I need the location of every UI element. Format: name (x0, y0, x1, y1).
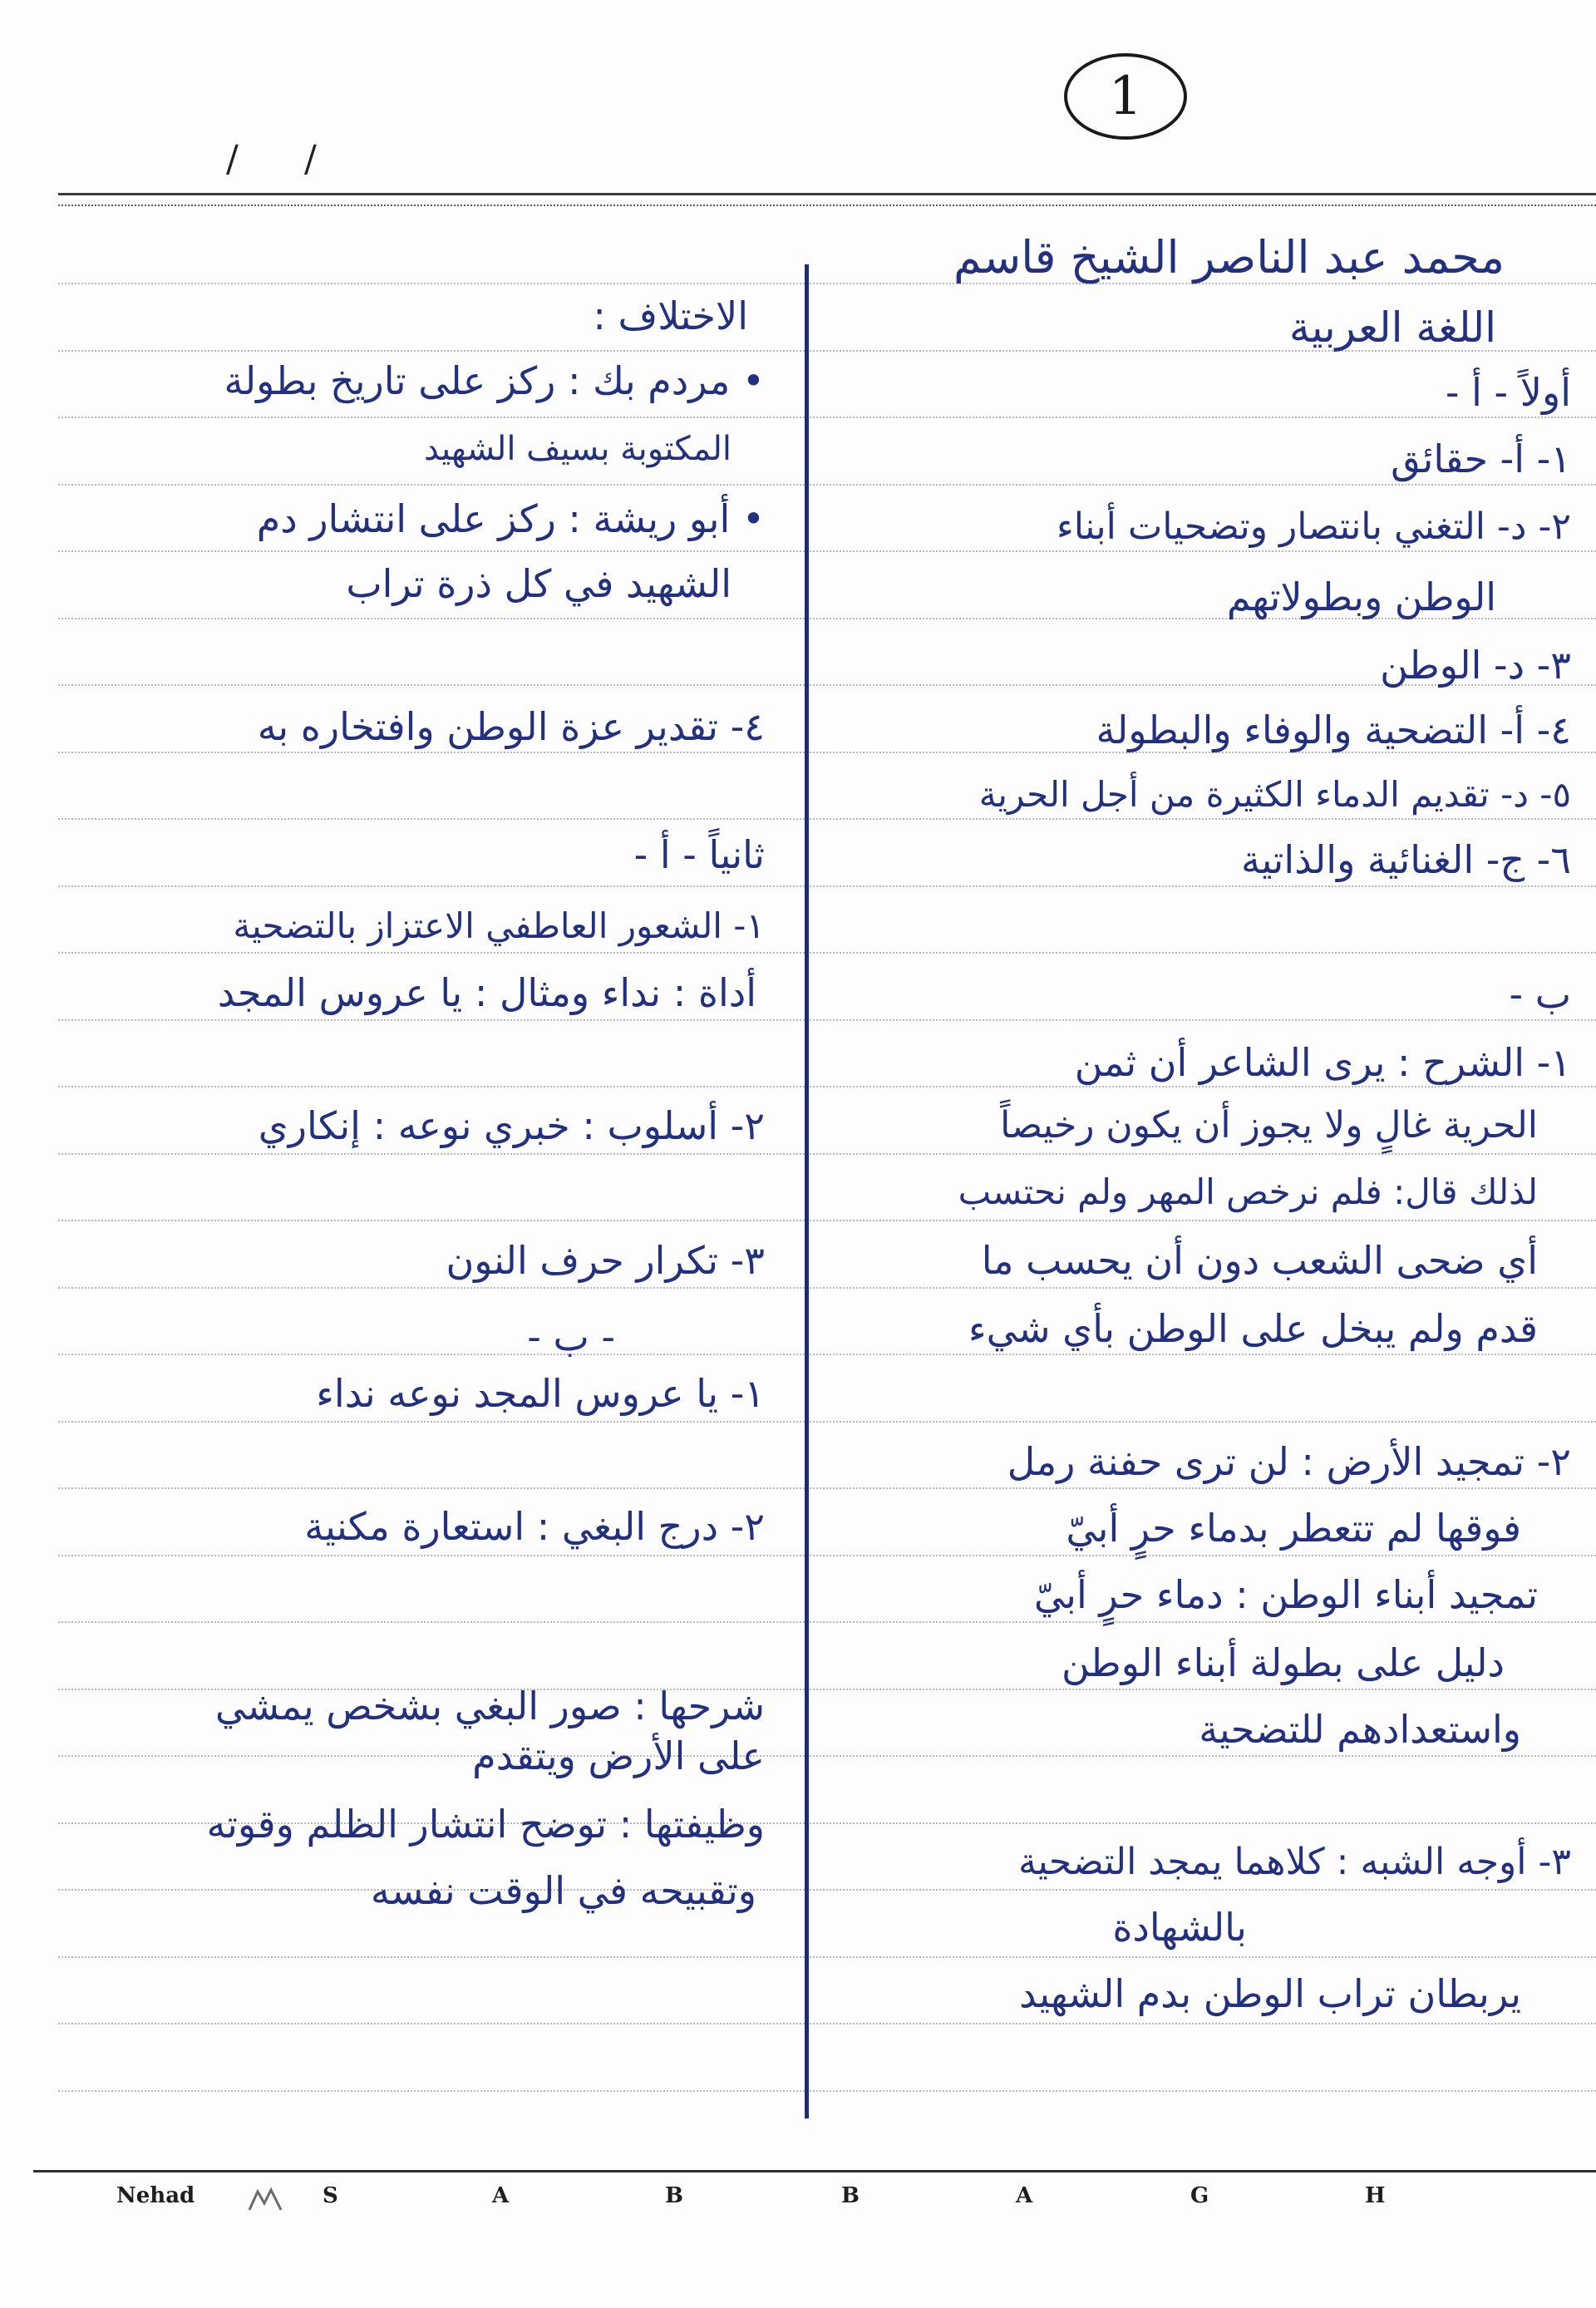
answer-line: شرحها : صور البغي بشخص يمشي (214, 1684, 765, 1729)
ruled-line (58, 2090, 1596, 2092)
brand-logo-icon (248, 2187, 283, 2212)
answer-line: • مردم بك : ركز على تاريخ بطولة (224, 358, 765, 403)
page-number: 1 (1108, 66, 1143, 127)
footer-rule (33, 2170, 1596, 2172)
ruled-line (58, 1621, 1596, 1623)
answer-line: واستعدادهم للتضحية (1199, 1707, 1521, 1752)
footer-letter: B (665, 2183, 683, 2208)
student-name: محمد عبد الناصر الشيخ قاسم (953, 231, 1505, 284)
answer-line: • أبو ريشة : ركز على انتشار دم (256, 496, 765, 541)
page-number-circle (1064, 53, 1187, 140)
answer-line: ١- الشرح : يرى الشاعر أن ثمن (1074, 1040, 1571, 1085)
answer-line: ٢- درج البغي : استعارة مكنية (304, 1504, 765, 1549)
answer-line: يربطان تراب الوطن بدم الشهيد (1019, 1971, 1521, 2016)
answer-line: ٤- أ- التضحية والوفاء والبطولة (1096, 708, 1571, 752)
ruled-line (58, 550, 1596, 552)
answer-line: الحرية غالٍ ولا يجوز أن يكون رخيصاً (1000, 1104, 1538, 1147)
ruled-line (58, 1956, 1596, 1958)
answer-line: ٥- د- تقديم الدماء الكثيرة من أجل الحرية (978, 774, 1571, 815)
footer-letter: G (1190, 2183, 1209, 2208)
answer-line: تمجيد أبناء الوطن : دماء حرٍ أبيّ (1033, 1572, 1538, 1617)
date-mark: / (226, 138, 239, 180)
answer-line: دليل على بطولة أبناء الوطن (1062, 1640, 1505, 1685)
footer-letter: H (1365, 2183, 1386, 2208)
footer-letter: B (841, 2183, 860, 2208)
ruled-line (58, 818, 1596, 820)
ruled-line (58, 1487, 1596, 1489)
date-mark: / (304, 138, 317, 180)
ruled-line (58, 2023, 1596, 2024)
answer-line: وظيفتها : توضح انتشار الظلم وقوته (206, 1802, 765, 1847)
answer-line: قدم ولم يبخل على الوطن بأي شيء (968, 1306, 1538, 1351)
ruled-line (58, 684, 1596, 686)
answer-line: أداة : نداء ومثال : يا عروس المجد (217, 970, 756, 1015)
footer-brand: Nehad (116, 2183, 195, 2208)
ruled-line (58, 417, 1596, 418)
section-heading: الاختلاف : (593, 293, 748, 338)
ruled-line (58, 1220, 1596, 1221)
ruled-line (58, 1153, 1596, 1155)
ruled-line (58, 1555, 1596, 1556)
section-heading: ب - (1509, 972, 1571, 1017)
header-rule (58, 193, 1596, 195)
footer-letter: A (492, 2183, 510, 2208)
answer-line: المكتوبة بسيف الشهيد (423, 430, 732, 468)
section-heading: ثانياً - أ - (633, 832, 765, 877)
section-heading: أولاً - أ - (1445, 370, 1571, 415)
ruled-line (58, 1755, 1596, 1757)
ruled-line (58, 1287, 1596, 1289)
answer-line: الوطن وبطولاتهم (1226, 575, 1496, 619)
answer-line: وتقبيحه في الوقت نفسه (370, 1868, 756, 1913)
footer-letter: A (1016, 2183, 1033, 2208)
answer-line: ١- يا عروس المجد نوعه نداء (316, 1371, 765, 1416)
answer-line: ٦- ج- الغنائية والذاتية (1241, 837, 1571, 882)
answer-line: أي ضحى الشعب دون أن يحسب ما (981, 1238, 1538, 1283)
ruled-line (58, 952, 1596, 954)
answer-line: فوقها لم تتعطر بدماء حرٍ أبيّ (1066, 1506, 1521, 1551)
answer-line: لذلك قال: فلم نرخص المهر ولم نحتسب (958, 1171, 1538, 1212)
ruled-line (58, 484, 1596, 486)
answer-line: ٣- أوجه الشبه : كلاهما يمجد التضحية (1017, 1841, 1571, 1883)
header-rule-dotted (58, 205, 1596, 206)
column-divider (805, 264, 809, 2118)
ruled-line (58, 885, 1596, 887)
answer-line: ٢- د- التغني بانتصار وتضحيات أبناء (1057, 505, 1571, 548)
answer-line: بالشهادة (1112, 1905, 1247, 1950)
answer-line: ١- الشعور العاطفي الاعتزاز بالتضحية (233, 905, 765, 946)
answer-line: ٢- أسلوب : خبري نوعه : إنكاري (258, 1103, 765, 1148)
ruled-line (58, 1019, 1596, 1021)
answer-line: ١- أ- حقائق (1391, 436, 1571, 481)
answer-line: الشهيد في كل ذرة تراب (346, 561, 732, 606)
answer-line: ٣- تكرار حرف النون (446, 1238, 765, 1283)
ruled-line (58, 1421, 1596, 1423)
ruled-line (58, 1889, 1596, 1891)
answer-line: ٣- د- الوطن (1380, 643, 1571, 688)
section-heading: - ب - (527, 1314, 615, 1359)
answer-line: ٤- تقدير عزة الوطن وافتخاره به (257, 704, 765, 749)
footer-letter: S (323, 2183, 338, 2208)
subject-title: اللغة العربية (1288, 303, 1496, 352)
ruled-line (58, 1086, 1596, 1087)
ruled-line (58, 1354, 1596, 1355)
answer-line: ٢- تمجيد الأرض : لن ترى حفنة رمل (1007, 1439, 1571, 1484)
answer-line: على الأرض ويتقدم (472, 1733, 765, 1778)
